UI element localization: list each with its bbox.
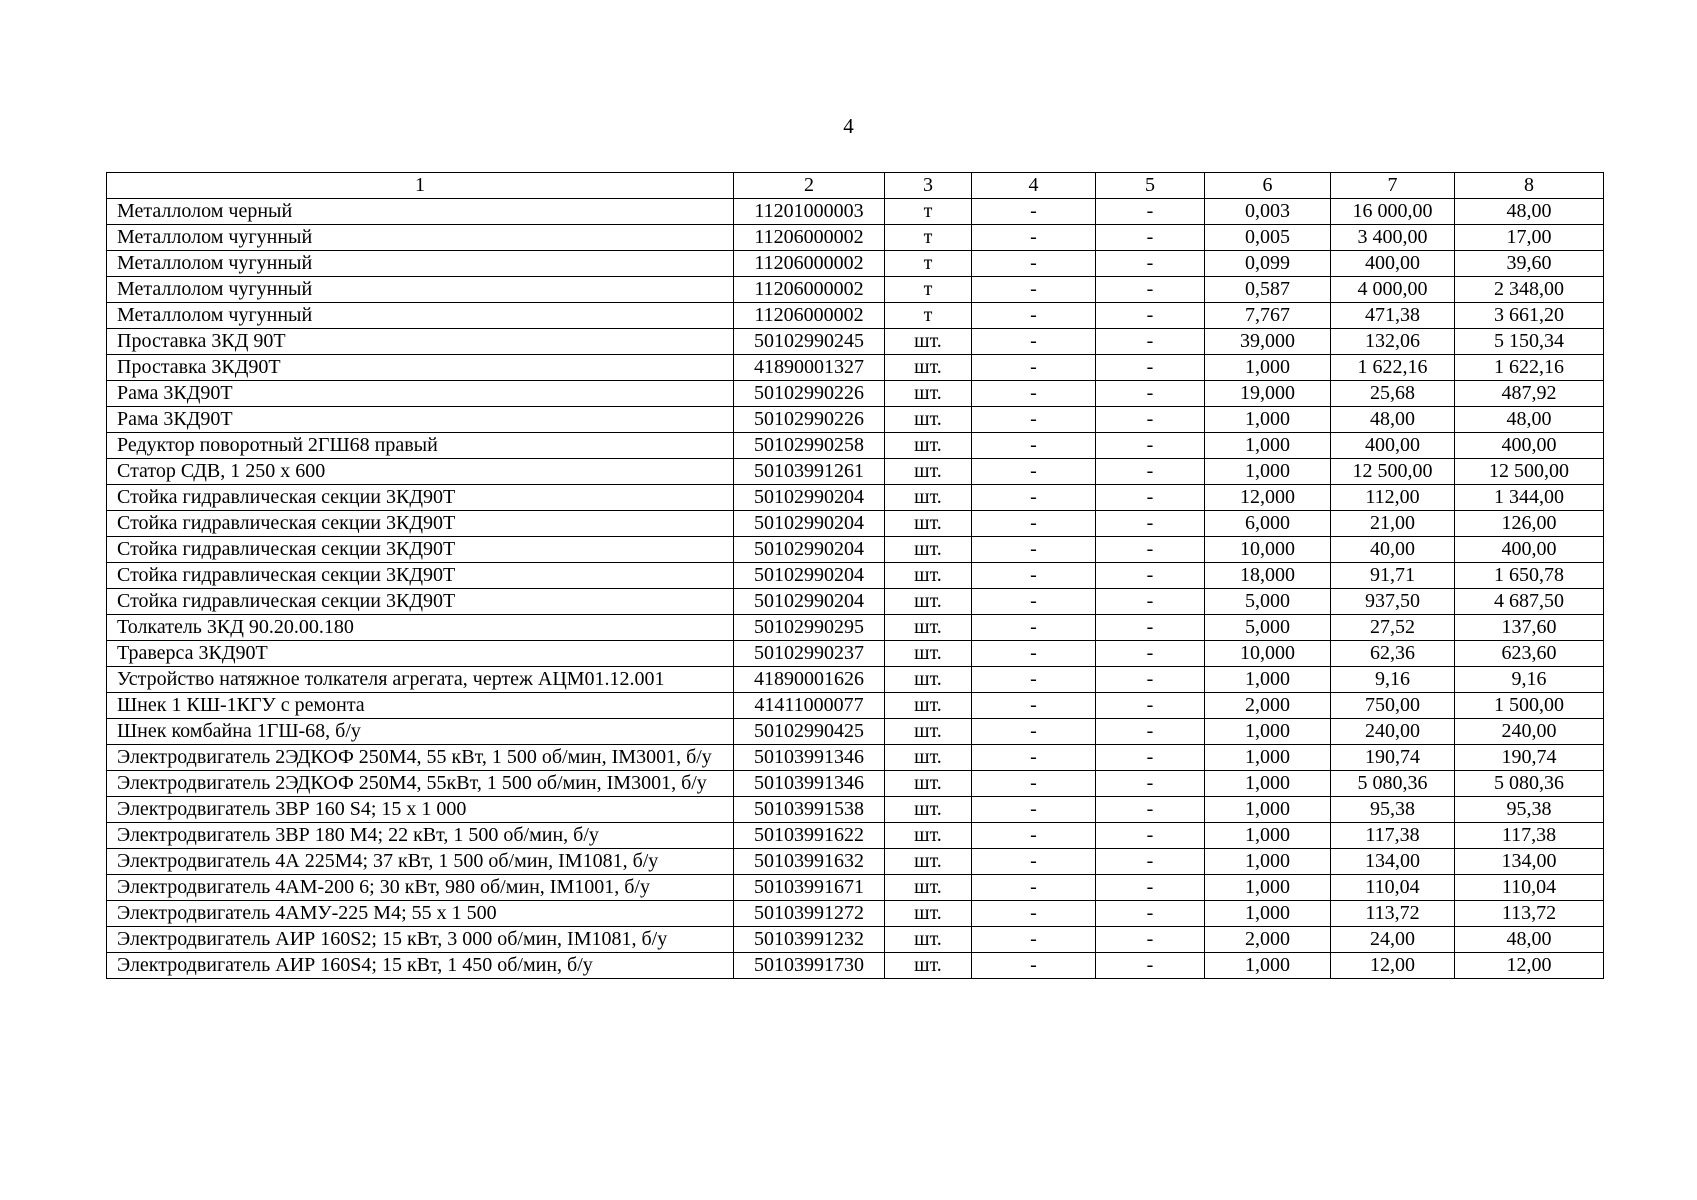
sum-cell: 48,00 [1455,407,1604,433]
table-row [107,901,1604,927]
sum-cell: 95,38 [1455,797,1604,823]
sum-cell: 5 080,36 [1455,771,1604,797]
column-4-cell: - [972,433,1096,459]
column-5-cell: - [1096,407,1205,433]
column-5-cell: - [1096,277,1205,303]
item-code-cell: 50103991622 [734,823,885,849]
table-row [107,693,1604,719]
quantity-cell: 0,005 [1205,225,1331,251]
quantity-cell: 2,000 [1205,927,1331,953]
sum-cell: 240,00 [1455,719,1604,745]
column-4-cell: - [972,875,1096,901]
item-code-cell: 50103991671 [734,875,885,901]
column-4-cell: - [972,381,1096,407]
quantity-cell: 5,000 [1205,589,1331,615]
quantity-cell: 7,767 [1205,303,1331,329]
item-code-cell: 50102990204 [734,589,885,615]
item-name-cell: Шнек 1 КШ-1КГУ с ремонта [107,693,734,719]
unit-cell: т [885,225,972,251]
item-name-cell: Шнек комбайна 1ГШ-68, б/у [107,719,734,745]
column-4-cell: - [972,277,1096,303]
column-5-cell: - [1096,667,1205,693]
table-row [107,485,1604,511]
column-5-cell: - [1096,849,1205,875]
column-header: 2 [734,173,885,199]
item-code-cell: 50102990226 [734,381,885,407]
table-row [107,641,1604,667]
column-4-cell: - [972,953,1096,979]
sum-cell: 190,74 [1455,745,1604,771]
unit-cell: шт. [885,745,972,771]
price-cell: 62,36 [1331,641,1455,667]
sum-cell: 17,00 [1455,225,1604,251]
item-name-cell: Электродвигатель 2ЭДКОФ 250М4, 55 кВт, 1 500 об/мин, IM3001, б/у [107,745,734,771]
column-5-cell: - [1096,329,1205,355]
column-4-cell: - [972,537,1096,563]
sum-cell: 12,00 [1455,953,1604,979]
column-4-cell: - [972,511,1096,537]
unit-cell: т [885,277,972,303]
item-code-cell: 41890001626 [734,667,885,693]
column-5-cell: - [1096,693,1205,719]
inventory-table [106,172,1604,979]
column-4-cell: - [972,667,1096,693]
quantity-cell: 1,000 [1205,771,1331,797]
item-name-cell: Электродвигатель 4АМ-200 6; 30 кВт, 980 об/мин, IM1001, б/у [107,875,734,901]
sum-cell: 110,04 [1455,875,1604,901]
price-cell: 190,74 [1331,745,1455,771]
unit-cell: шт. [885,511,972,537]
item-code-cell: 50103991272 [734,901,885,927]
column-5-cell: - [1096,251,1205,277]
item-code-cell: 50102990258 [734,433,885,459]
table-row [107,251,1604,277]
column-5-cell: - [1096,719,1205,745]
item-name-cell: Металлолом чугунный [107,303,734,329]
unit-cell: шт. [885,719,972,745]
item-code-cell: 50103991261 [734,459,885,485]
column-4-cell: - [972,251,1096,277]
item-code-cell: 50102990204 [734,537,885,563]
table-row [107,303,1604,329]
column-5-cell: - [1096,745,1205,771]
item-code-cell: 11206000002 [734,225,885,251]
column-5-cell: - [1096,355,1205,381]
item-code-cell: 50103991730 [734,953,885,979]
quantity-cell: 10,000 [1205,641,1331,667]
item-name-cell: Проставка 3КД90Т [107,355,734,381]
price-cell: 40,00 [1331,537,1455,563]
quantity-cell: 1,000 [1205,667,1331,693]
column-5-cell: - [1096,225,1205,251]
sum-cell: 1 622,16 [1455,355,1604,381]
item-name-cell: Металлолом чугунный [107,225,734,251]
sum-cell: 12 500,00 [1455,459,1604,485]
table-row [107,511,1604,537]
column-4-cell: - [972,927,1096,953]
price-cell: 16 000,00 [1331,199,1455,225]
price-cell: 1 622,16 [1331,355,1455,381]
item-code-cell: 41411000077 [734,693,885,719]
column-5-cell: - [1096,797,1205,823]
unit-cell: шт. [885,901,972,927]
item-name-cell: Электродвигатель АИР 160S4; 15 кВт, 1 450 об/мин, б/у [107,953,734,979]
quantity-cell: 1,000 [1205,823,1331,849]
page-number: 4 [843,114,854,138]
column-4-cell: - [972,849,1096,875]
sum-cell: 1 344,00 [1455,485,1604,511]
column-4-cell: - [972,459,1096,485]
unit-cell: шт. [885,563,972,589]
sum-cell: 117,38 [1455,823,1604,849]
table-row [107,277,1604,303]
unit-cell: шт. [885,537,972,563]
column-4-cell: - [972,719,1096,745]
item-code-cell: 50103991538 [734,797,885,823]
item-name-cell: Электродвигатель 4АМУ-225 М4; 55 х 1 500 [107,901,734,927]
quantity-cell: 1,000 [1205,433,1331,459]
table-row [107,667,1604,693]
sum-cell: 137,60 [1455,615,1604,641]
unit-cell: шт. [885,407,972,433]
column-5-cell: - [1096,537,1205,563]
table-row [107,563,1604,589]
table-row [107,225,1604,251]
unit-cell: шт. [885,771,972,797]
price-cell: 25,68 [1331,381,1455,407]
sum-cell: 126,00 [1455,511,1604,537]
sum-cell: 623,60 [1455,641,1604,667]
item-code-cell: 50103991346 [734,771,885,797]
sum-cell: 400,00 [1455,433,1604,459]
price-cell: 400,00 [1331,433,1455,459]
quantity-cell: 6,000 [1205,511,1331,537]
column-header: 4 [972,173,1096,199]
item-code-cell: 50102990295 [734,615,885,641]
column-5-cell: - [1096,615,1205,641]
column-4-cell: - [972,225,1096,251]
table-row [107,381,1604,407]
quantity-cell: 12,000 [1205,485,1331,511]
column-4-cell: - [972,355,1096,381]
column-4-cell: - [972,589,1096,615]
table-row [107,459,1604,485]
column-header: 8 [1455,173,1604,199]
sum-cell: 4 687,50 [1455,589,1604,615]
column-4-cell: - [972,485,1096,511]
column-4-cell: - [972,199,1096,225]
table-row [107,823,1604,849]
table-row [107,875,1604,901]
item-name-cell: Редуктор поворотный 2ГШ68 правый [107,433,734,459]
item-name-cell: Электродвигатель 2ЭДКОФ 250М4, 55кВт, 1 500 об/мин, IM3001, б/у [107,771,734,797]
item-name-cell: Стойка гидравлическая секции 3КД90Т [107,511,734,537]
sum-cell: 48,00 [1455,927,1604,953]
item-code-cell: 50102990245 [734,329,885,355]
item-code-cell: 50103991632 [734,849,885,875]
quantity-cell: 1,000 [1205,407,1331,433]
sum-cell: 5 150,34 [1455,329,1604,355]
unit-cell: шт. [885,927,972,953]
table-row [107,329,1604,355]
unit-cell: шт. [885,693,972,719]
column-5-cell: - [1096,563,1205,589]
column-5-cell: - [1096,511,1205,537]
table-row [107,953,1604,979]
unit-cell: т [885,199,972,225]
column-4-cell: - [972,407,1096,433]
sum-cell: 1 500,00 [1455,693,1604,719]
sum-cell: 1 650,78 [1455,563,1604,589]
item-name-cell: Стойка гидравлическая секции 3КД90Т [107,563,734,589]
item-name-cell: Стойка гидравлическая секции 3КД90Т [107,589,734,615]
item-code-cell: 50103991346 [734,745,885,771]
unit-cell: шт. [885,589,972,615]
column-4-cell: - [972,823,1096,849]
item-name-cell: Стойка гидравлическая секции 3КД90Т [107,485,734,511]
column-4-cell: - [972,615,1096,641]
price-cell: 117,38 [1331,823,1455,849]
item-name-cell: Электродвигатель АИР 160S2; 15 кВт, 3 000 об/мин, IM1081, б/у [107,927,734,953]
table-row [107,797,1604,823]
price-cell: 12 500,00 [1331,459,1455,485]
price-cell: 95,38 [1331,797,1455,823]
unit-cell: шт. [885,615,972,641]
unit-cell: шт. [885,875,972,901]
quantity-cell: 0,587 [1205,277,1331,303]
item-code-cell: 50102990425 [734,719,885,745]
column-5-cell: - [1096,953,1205,979]
unit-cell: шт. [885,459,972,485]
item-code-cell: 50102990204 [734,563,885,589]
quantity-cell: 1,000 [1205,355,1331,381]
price-cell: 113,72 [1331,901,1455,927]
unit-cell: шт. [885,953,972,979]
column-5-cell: - [1096,901,1205,927]
item-name-cell: Электродвигатель 4А 225М4; 37 кВт, 1 500 об/мин, IM1081, б/у [107,849,734,875]
column-5-cell: - [1096,589,1205,615]
item-name-cell: Стойка гидравлическая секции 3КД90Т [107,537,734,563]
price-cell: 48,00 [1331,407,1455,433]
item-code-cell: 50102990204 [734,485,885,511]
item-name-cell: Устройство натяжное толкателя агрегата, чертеж АЦМ01.12.001 [107,667,734,693]
price-cell: 400,00 [1331,251,1455,277]
column-5-cell: - [1096,381,1205,407]
item-name-cell: Электродвигатель 3ВР 160 S4; 15 х 1 000 [107,797,734,823]
quantity-cell: 1,000 [1205,459,1331,485]
column-4-cell: - [972,693,1096,719]
price-cell: 750,00 [1331,693,1455,719]
quantity-cell: 1,000 [1205,875,1331,901]
sum-cell: 113,72 [1455,901,1604,927]
item-name-cell: Металлолом черный [107,199,734,225]
column-header: 7 [1331,173,1455,199]
unit-cell: т [885,251,972,277]
unit-cell: шт. [885,485,972,511]
quantity-cell: 18,000 [1205,563,1331,589]
table-row [107,927,1604,953]
table-row [107,407,1604,433]
column-header: 5 [1096,173,1205,199]
sum-cell: 3 661,20 [1455,303,1604,329]
item-code-cell: 11206000002 [734,303,885,329]
column-5-cell: - [1096,641,1205,667]
price-cell: 12,00 [1331,953,1455,979]
column-4-cell: - [972,901,1096,927]
unit-cell: шт. [885,667,972,693]
column-4-cell: - [972,641,1096,667]
table-row [107,433,1604,459]
price-cell: 132,06 [1331,329,1455,355]
unit-cell: шт. [885,797,972,823]
column-4-cell: - [972,797,1096,823]
column-5-cell: - [1096,875,1205,901]
item-code-cell: 11206000002 [734,277,885,303]
price-cell: 471,38 [1331,303,1455,329]
table-row [107,355,1604,381]
item-code-cell: 11206000002 [734,251,885,277]
table-row [107,615,1604,641]
unit-cell: шт. [885,823,972,849]
sum-cell: 48,00 [1455,199,1604,225]
item-name-cell: Металлолом чугунный [107,251,734,277]
unit-cell: шт. [885,355,972,381]
column-number-row [107,173,1604,199]
unit-cell: т [885,303,972,329]
quantity-cell: 19,000 [1205,381,1331,407]
sum-cell: 2 348,00 [1455,277,1604,303]
unit-cell: шт. [885,641,972,667]
item-name-cell: Толкатель 3КД 90.20.00.180 [107,615,734,641]
item-name-cell: Рама 3КД90Т [107,407,734,433]
item-code-cell: 11201000003 [734,199,885,225]
sum-cell: 400,00 [1455,537,1604,563]
quantity-cell: 0,003 [1205,199,1331,225]
item-name-cell: Металлолом чугунный [107,277,734,303]
quantity-cell: 2,000 [1205,693,1331,719]
column-4-cell: - [972,563,1096,589]
column-header: 6 [1205,173,1331,199]
unit-cell: шт. [885,329,972,355]
unit-cell: шт. [885,849,972,875]
price-cell: 9,16 [1331,667,1455,693]
item-name-cell: Траверса 3КД90Т [107,641,734,667]
column-5-cell: - [1096,303,1205,329]
table-body [107,199,1604,979]
price-cell: 21,00 [1331,511,1455,537]
price-cell: 4 000,00 [1331,277,1455,303]
quantity-cell: 1,000 [1205,719,1331,745]
table-row [107,199,1604,225]
column-4-cell: - [972,745,1096,771]
quantity-cell: 1,000 [1205,901,1331,927]
item-code-cell: 50102990237 [734,641,885,667]
price-cell: 24,00 [1331,927,1455,953]
sum-cell: 134,00 [1455,849,1604,875]
price-cell: 112,00 [1331,485,1455,511]
sum-cell: 487,92 [1455,381,1604,407]
column-5-cell: - [1096,199,1205,225]
item-code-cell: 41890001327 [734,355,885,381]
sum-cell: 39,60 [1455,251,1604,277]
price-cell: 134,00 [1331,849,1455,875]
column-4-cell: - [972,771,1096,797]
quantity-cell: 1,000 [1205,849,1331,875]
item-code-cell: 50102990226 [734,407,885,433]
table-row [107,537,1604,563]
item-name-cell: Проставка 3КД 90Т [107,329,734,355]
column-5-cell: - [1096,771,1205,797]
price-cell: 5 080,36 [1331,771,1455,797]
column-4-cell: - [972,329,1096,355]
item-code-cell: 50102990204 [734,511,885,537]
column-5-cell: - [1096,927,1205,953]
item-name-cell: Рама 3КД90Т [107,381,734,407]
table-row [107,771,1604,797]
quantity-cell: 0,099 [1205,251,1331,277]
column-5-cell: - [1096,485,1205,511]
column-5-cell: - [1096,459,1205,485]
price-cell: 937,50 [1331,589,1455,615]
table-row [107,745,1604,771]
item-name-cell: Статор СДВ, 1 250 х 600 [107,459,734,485]
item-code-cell: 50103991232 [734,927,885,953]
quantity-cell: 10,000 [1205,537,1331,563]
price-cell: 110,04 [1331,875,1455,901]
table-row [107,719,1604,745]
price-cell: 240,00 [1331,719,1455,745]
quantity-cell: 39,000 [1205,329,1331,355]
column-5-cell: - [1096,433,1205,459]
price-cell: 3 400,00 [1331,225,1455,251]
column-header: 1 [107,173,734,199]
column-4-cell: - [972,303,1096,329]
item-name-cell: Электродвигатель 3ВР 180 М4; 22 кВт, 1 500 об/мин, б/у [107,823,734,849]
column-5-cell: - [1096,823,1205,849]
price-cell: 27,52 [1331,615,1455,641]
unit-cell: шт. [885,381,972,407]
quantity-cell: 1,000 [1205,745,1331,771]
quantity-cell: 5,000 [1205,615,1331,641]
column-header: 3 [885,173,972,199]
unit-cell: шт. [885,433,972,459]
sum-cell: 9,16 [1455,667,1604,693]
table-row [107,589,1604,615]
quantity-cell: 1,000 [1205,797,1331,823]
quantity-cell: 1,000 [1205,953,1331,979]
table-row [107,849,1604,875]
price-cell: 91,71 [1331,563,1455,589]
